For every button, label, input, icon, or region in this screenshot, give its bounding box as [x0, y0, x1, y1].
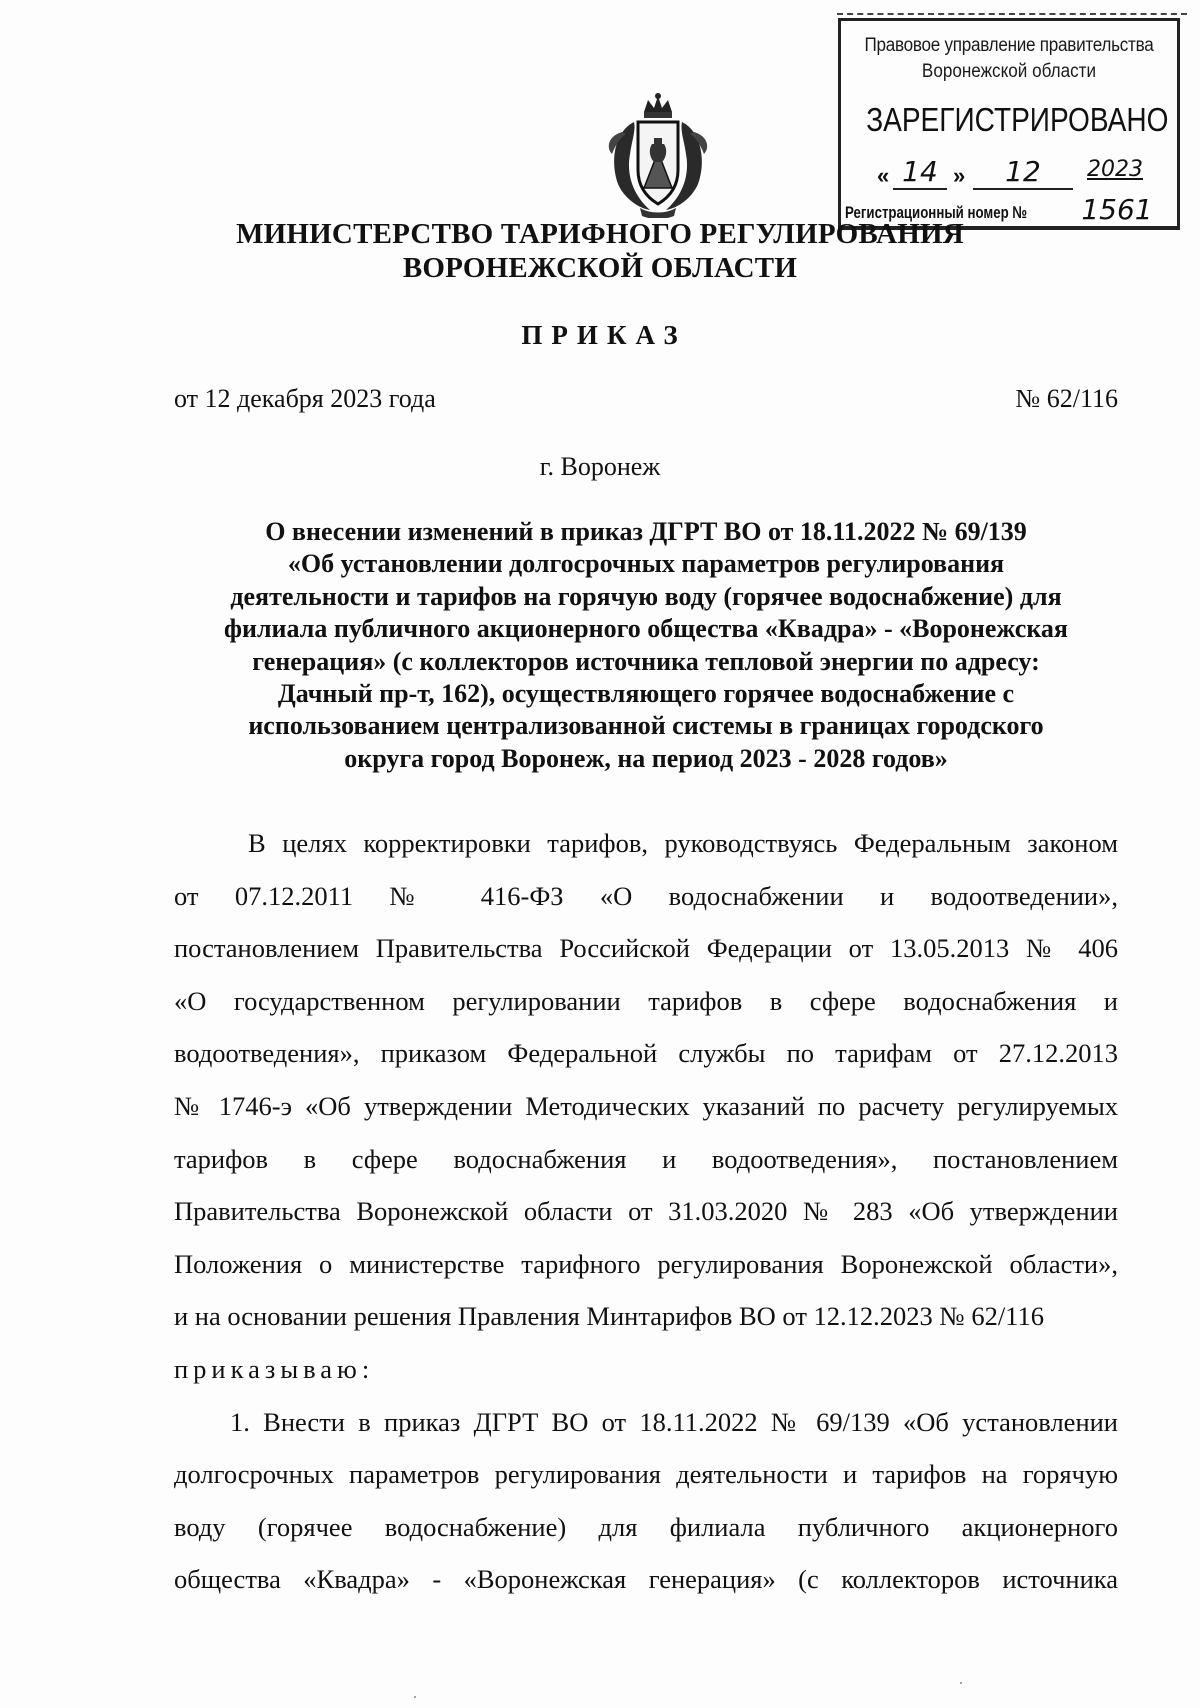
subject-line: О внесении изменений в приказ ДГРТ ВО от 18.11.2022 № 69/139: [265, 517, 1027, 546]
body-line: В целях корректировки тарифов, руководствуясь Федеральным законом: [248, 828, 1118, 858]
order-subject: [174, 516, 1118, 775]
body-line: долгосрочных параметров регулирования деятельности и тарифов на горячую: [174, 1459, 1118, 1490]
subject-line: использованием централизованной системы в границах городского: [248, 711, 1044, 741]
body-line: постановлением Правительства Российской Федерации от 13.05.2013 № 406: [174, 933, 1118, 964]
coat-of-arms-icon: [604, 92, 712, 218]
body-line: Правительства Воронежской области от 31.03.2020 № 283 «Об утверждении: [174, 1196, 1118, 1227]
body-line: «О государственном регулировании тарифов в сфере водоснабжения и: [174, 985, 1118, 1016]
stamp-date: [877, 155, 1167, 189]
ministry-name-line1: МИНИСТЕРСТВО ТАРИФНОГО РЕГУЛИРОВАНИЯ: [236, 218, 964, 250]
subject-line: «Об установлении долгосрочных параметров регулирования: [287, 549, 1005, 579]
subject-line: филиала публичного акционерного общества «Квадра» - «Воронежская: [224, 614, 1068, 644]
body-line: воду (горячее водоснабжение) для филиала публичного акционерного: [174, 1511, 1118, 1542]
stamp-year: 2023: [1087, 157, 1143, 182]
scan-speck: [960, 1682, 962, 1684]
body-line: № 1746-э «Об утверждении Методических указаний по расчету регулируемых: [174, 1090, 1118, 1121]
stamp-status: ЗАРЕГИСТРИРОВАНО: [866, 101, 1169, 138]
order-title: ПРИКАЗ: [521, 320, 687, 350]
stamp-month: 12: [973, 155, 1073, 190]
body-line: от 07.12.2011 № 416-ФЗ «О водоснабжении и водоотведении»,: [174, 880, 1118, 911]
ministry-name-line2: ВОРОНЕЖСКОЙ ОБЛАСТИ: [402, 252, 798, 284]
subject-line: Дачный пр-т, 162), осуществляющего горячее водоснабжение с: [277, 679, 1015, 709]
stamp-reg-value: 1561: [1067, 193, 1167, 228]
stamp-quote-close: »: [953, 163, 966, 188]
subject-line: округа город Воронеж, на период 2023 - 2028 годов»: [344, 743, 948, 773]
body-line: и на основании решения Правления Минтарифов ВО от 12.12.2023 № 62/116: [174, 1301, 1044, 1332]
subject-line: генерация» (с коллекторов источника тепловой энергии по адресу:: [252, 646, 1040, 676]
stamp-edge: [837, 13, 1187, 21]
stamp-org-line1: Правовое управление правительства: [864, 35, 1154, 56]
order-date: от 12 декабря 2023 года: [174, 384, 436, 413]
stamp-reg-label: Регистрационный номер №: [845, 203, 1028, 222]
stamp-day: 14: [893, 155, 947, 190]
order-city: г. Воронеж: [539, 452, 661, 481]
body-line: 1. Внести в приказ ДГРТ ВО от 18.11.2022 № 69/139 «Об установлении: [230, 1406, 1118, 1437]
body-line: тарифов в сфере водоснабжения и водоотведения», постановлением: [174, 1143, 1118, 1174]
stamp-quote-open: «: [877, 163, 890, 188]
subject-line: деятельности и тарифов на горячую воду (горячее водоснабжение) для: [230, 581, 1062, 611]
body-line: общества «Квадра» - «Воронежская генерация» (с коллекторов источника: [174, 1564, 1118, 1595]
body-line-prikazyvayu: приказываю:: [174, 1353, 375, 1384]
scan-speck: [414, 1696, 416, 1698]
body-line: Положения о министерстве тарифного регулирования Воронежской области»,: [174, 1248, 1118, 1279]
registration-stamp: [838, 18, 1180, 230]
order-body: [174, 828, 1118, 1617]
stamp-org-line2: Воронежской области: [921, 61, 1097, 82]
body-line: водоотведения», приказом Федеральной службы по тарифам от 27.12.2013: [174, 1038, 1118, 1069]
order-number: № 62/116: [1015, 384, 1118, 413]
